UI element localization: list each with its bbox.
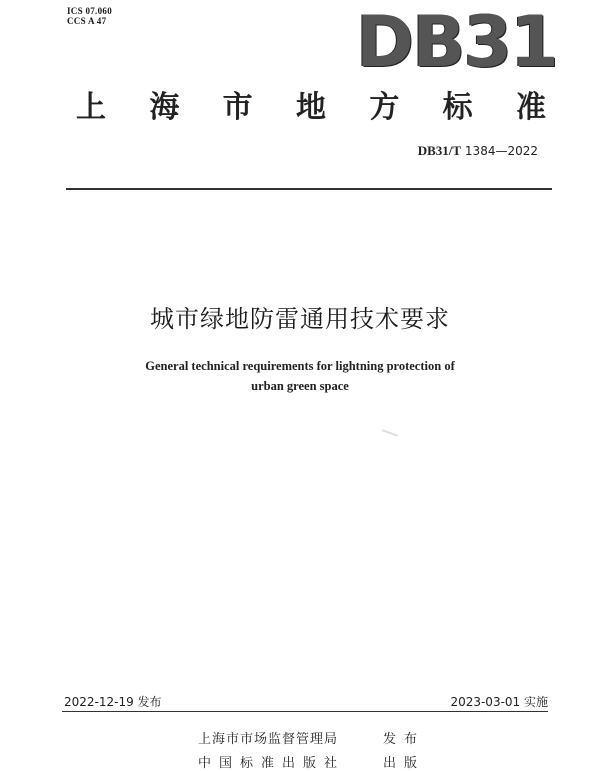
scan-speck [382, 429, 398, 436]
publisher-action: 出版 [383, 756, 426, 771]
english-title-line: General technical requirements for lightning protection of [145, 359, 455, 373]
publisher-name: 中国标准出版社 [198, 756, 346, 771]
ics-code: ICS 07.060 [67, 6, 113, 16]
issuer-name: 上海市市场监督管理局 [198, 732, 339, 747]
standard-code-prefix: DB31/T [417, 143, 462, 158]
standard-type-heading [76, 88, 546, 128]
header-divider [66, 188, 552, 190]
ccs-code: CCS A 47 [67, 16, 107, 26]
db31-logo: DB31 [356, 1, 557, 83]
publish-date: 2022-12-19 发布 [64, 695, 162, 709]
standard-type-char: 标 [442, 90, 473, 125]
document-title-chinese: 城市绿地防雷通用技术要求 [150, 305, 450, 333]
implement-date: 2023-03-01 实施 [450, 695, 548, 709]
english-title-line: urban green space [251, 379, 349, 393]
document-title-english [100, 356, 500, 396]
standard-type-char: 市 [222, 90, 253, 125]
standard-type-char: 海 [149, 90, 180, 125]
standard-code [418, 143, 538, 159]
standard-type-char: 上 [76, 90, 106, 125]
issuer-action: 发布 [383, 732, 426, 747]
standard-type-char: 准 [515, 90, 546, 125]
standard-code-number: 1384—2022 [464, 144, 538, 158]
standard-type-char: 地 [295, 90, 326, 125]
footer-divider [62, 711, 548, 712]
standard-type-char: 方 [369, 90, 400, 125]
